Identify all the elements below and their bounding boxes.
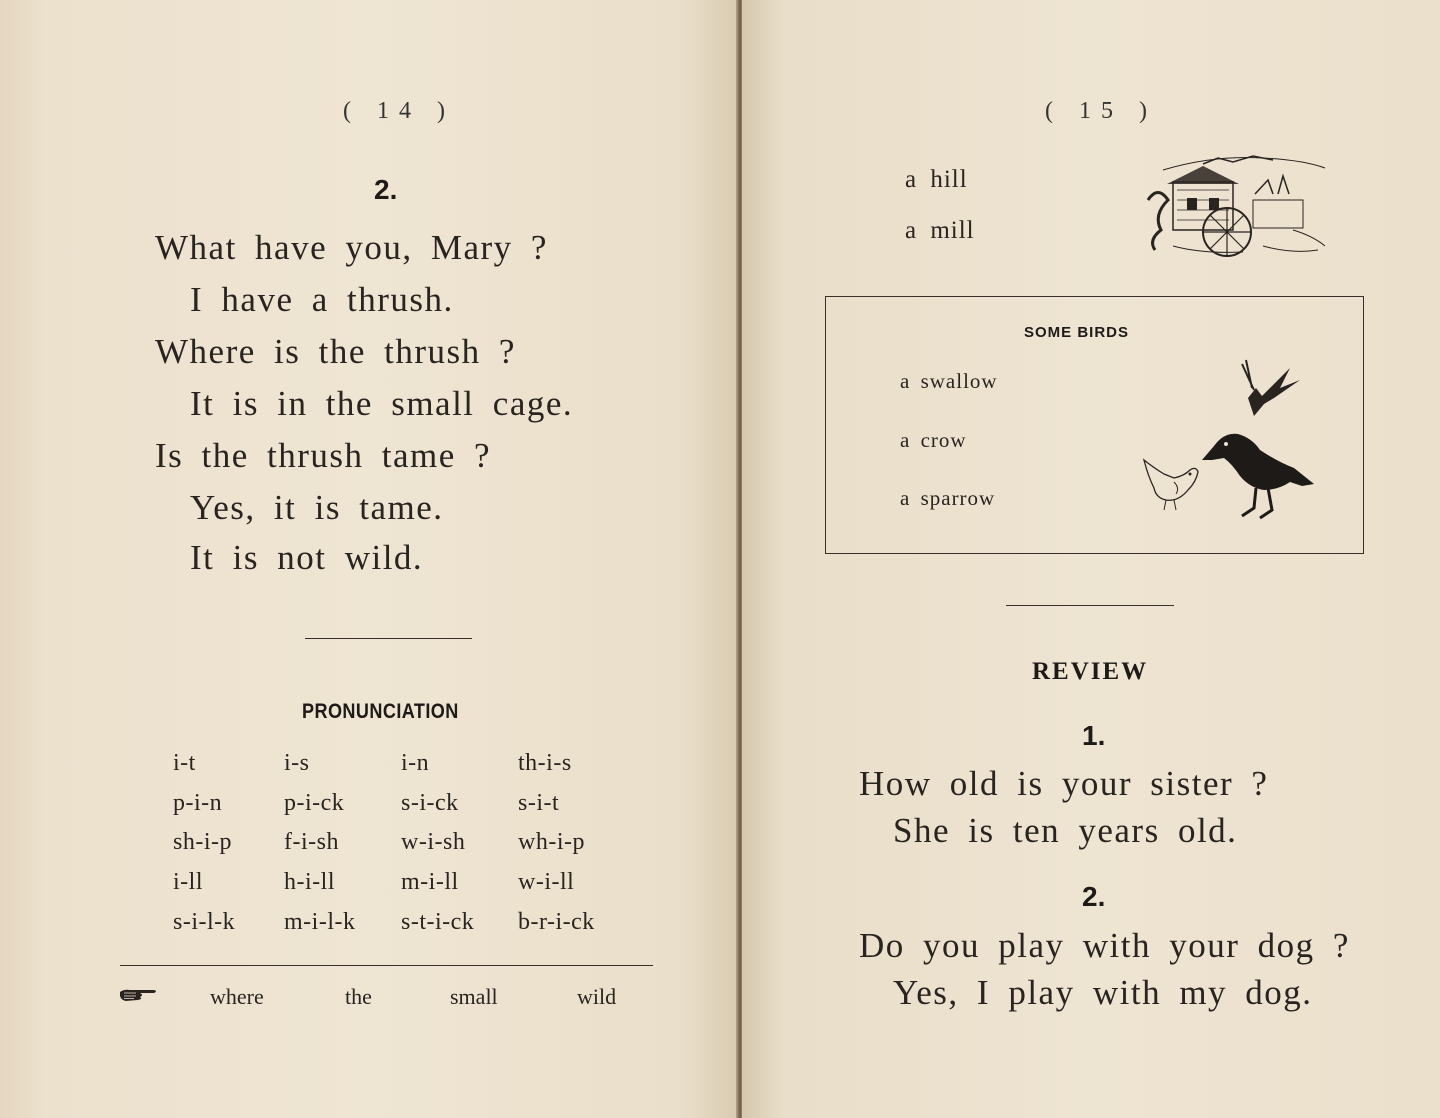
reading-line: Do you play with your dog ? (859, 926, 1350, 965)
footer-divider (120, 965, 653, 966)
section-divider (305, 638, 472, 639)
pronunciation-cell: i-n (401, 750, 430, 776)
pronunciation-cell: p-i-ck (284, 790, 345, 816)
pronunciation-cell: wh-i-p (518, 829, 585, 855)
review-title: REVIEW (1032, 658, 1149, 685)
section-divider (1006, 605, 1174, 606)
reading-line: It is in the small cage. (190, 384, 574, 423)
bird-word: a swallow (900, 369, 998, 393)
pronunciation-cell: s-i-l-k (173, 909, 236, 935)
reading-line: How old is your sister ? (859, 764, 1269, 803)
mill-illustration (1143, 150, 1328, 267)
reading-line: Yes, I play with my dog. (893, 973, 1313, 1012)
footer-word: the (345, 984, 372, 1009)
pronunciation-title: PRONUNCIATION (302, 700, 459, 723)
vocab-word: a mill (905, 217, 975, 244)
reading-line: She is ten years old. (893, 811, 1238, 850)
pronunciation-cell: m-i-l-k (284, 909, 356, 935)
pronunciation-cell: s-t-i-ck (401, 909, 475, 935)
pronunciation-cell: i-s (284, 750, 310, 776)
footer-word: where (210, 984, 264, 1009)
sparrow-illustration (1140, 452, 1204, 519)
pronunciation-cell: i-ll (173, 869, 203, 895)
reading-line: Where is the thrush ? (155, 332, 516, 371)
page-number: ( 14 ) (343, 98, 455, 124)
pronunciation-cell: m-i-ll (401, 869, 459, 895)
reading-line: What have you, Mary ? (155, 228, 548, 267)
pronunciation-cell: th-i-s (518, 750, 572, 776)
crow-illustration (1198, 428, 1318, 527)
section-number: 2. (1082, 881, 1106, 912)
pointing-hand-icon (118, 986, 160, 1009)
pronunciation-cell: s-i-ck (401, 790, 459, 816)
pronunciation-cell: sh-i-p (173, 829, 232, 855)
section-number: 2. (374, 174, 398, 205)
pronunciation-cell: i-t (173, 750, 196, 776)
reading-line: I have a thrush. (190, 280, 454, 319)
reading-line: Yes, it is tame. (190, 488, 444, 527)
reading-line: Is the thrush tame ? (155, 436, 492, 475)
footer-word: small (450, 984, 498, 1009)
pronunciation-cell: w-i-ll (518, 869, 575, 895)
footer-word: wild (577, 984, 617, 1009)
pronunciation-cell: w-i-sh (401, 829, 466, 855)
bird-word: a crow (900, 428, 967, 452)
swallow-illustration (1240, 358, 1306, 425)
pronunciation-cell: b-r-i-ck (518, 909, 595, 935)
pronunciation-cell: h-i-ll (284, 869, 335, 895)
pronunciation-cell: s-i-t (518, 790, 560, 816)
pronunciation-cell: p-i-n (173, 790, 223, 816)
page-number: ( 15 ) (1045, 98, 1157, 124)
vocab-word: a hill (905, 166, 968, 193)
reading-line: It is not wild. (190, 538, 424, 577)
pronunciation-cell: f-i-sh (284, 829, 339, 855)
bird-word: a sparrow (900, 486, 996, 510)
section-number: 1. (1082, 720, 1106, 751)
birds-box-title: SOME BIRDS (1024, 324, 1130, 341)
